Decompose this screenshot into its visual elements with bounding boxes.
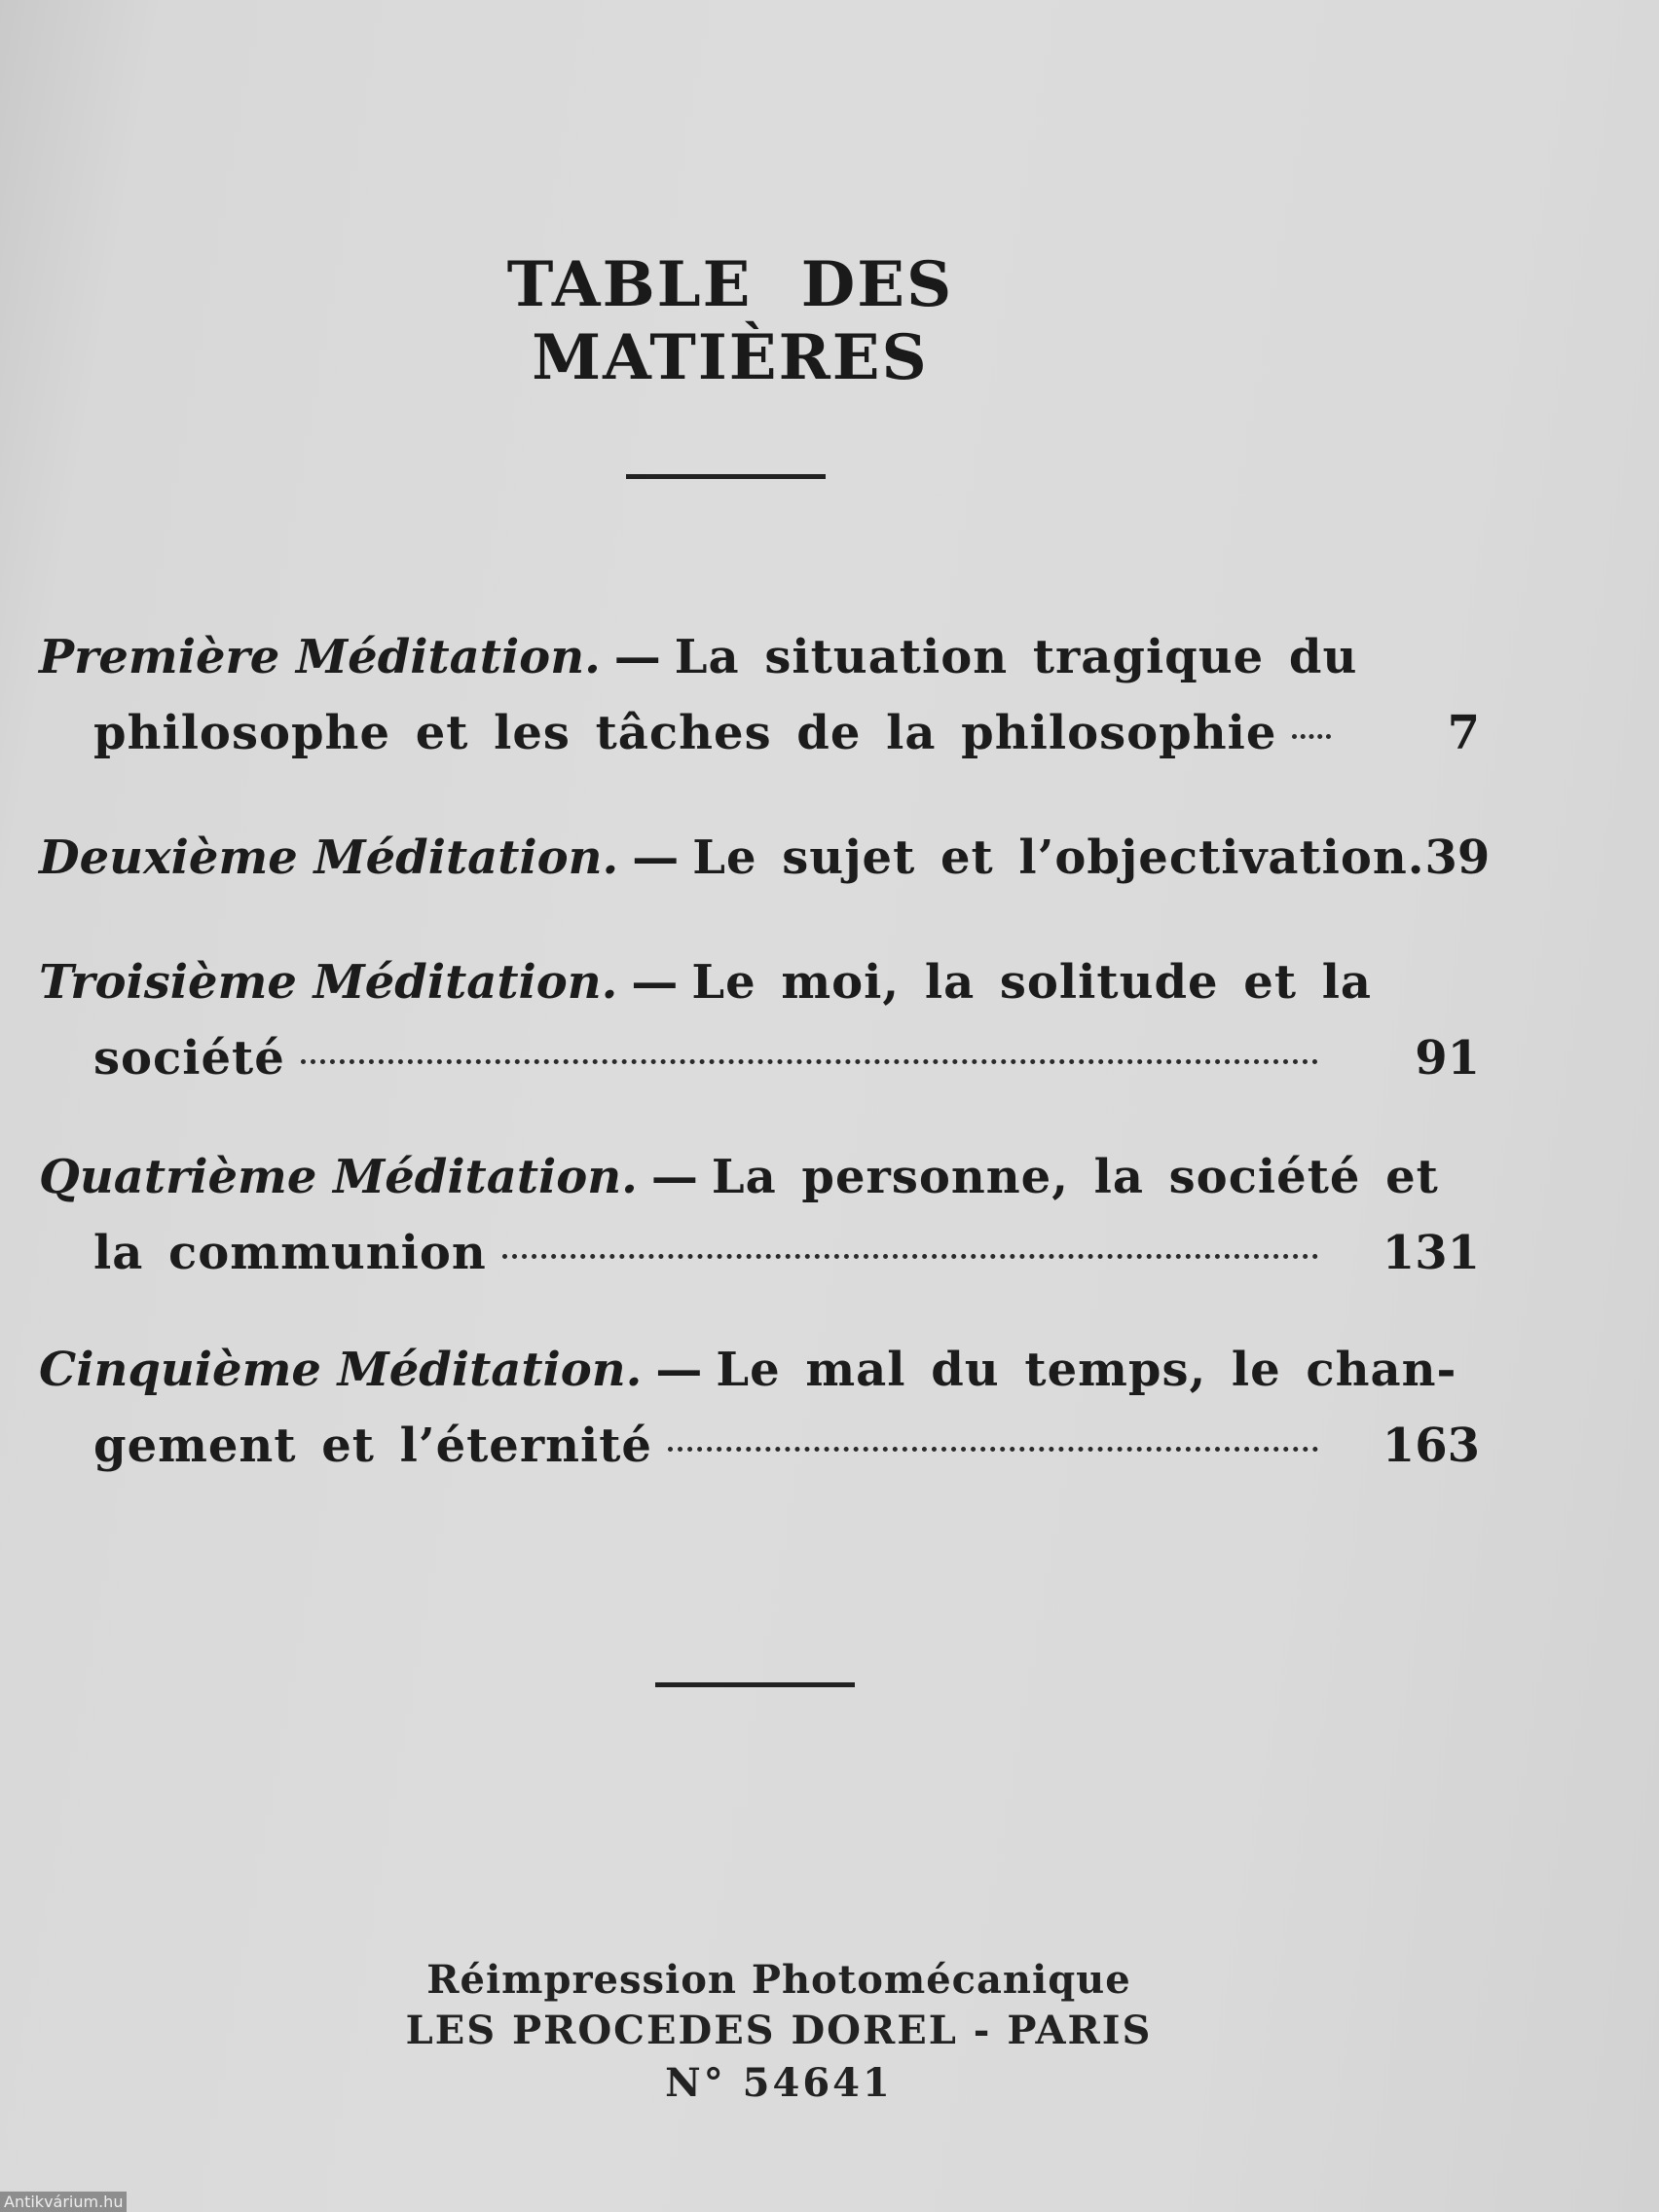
entry-lead: Première Méditation.: [39, 630, 601, 684]
top-divider: [626, 474, 826, 479]
entry-lead: Deuxième Méditation.: [39, 830, 619, 885]
entry-title: Le mal du temps, le chan-: [716, 1343, 1457, 1397]
bottom-divider: [655, 1682, 855, 1687]
toc-entry-4: [39, 1139, 1480, 1291]
imprint-line-2: LES PROCEDES DOREL - PARIS: [405, 2008, 1153, 2053]
entry-title-continued: société: [93, 1031, 285, 1086]
page-title: TABLE DES MATIÈRES: [506, 248, 954, 394]
page-number: 7: [1447, 706, 1480, 760]
entry-title-continued: philosophe et les tâches de la philosophie: [93, 706, 1277, 760]
entry-separator: —: [631, 955, 679, 1010]
entry-title-continued: la communion: [93, 1226, 487, 1280]
toc-entry-5: [39, 1332, 1480, 1484]
entry-separator: —: [632, 830, 680, 885]
entry-separator: —: [650, 1150, 698, 1204]
imprint-line-3: N° 54641: [665, 2060, 893, 2106]
page-number: 163: [1382, 1419, 1480, 1473]
watermark: Antikvárium.hu: [0, 2192, 127, 2212]
entry-separator: —: [613, 630, 661, 684]
toc-entry-2: [39, 820, 1491, 896]
imprint-line-1: Réimpression Photomécanique: [426, 1957, 1131, 2003]
page-number: 91: [1415, 1031, 1480, 1086]
entry-title: Le sujet et l’objectivation.: [692, 830, 1425, 885]
dot-leader: [502, 1254, 1318, 1259]
dot-leader: [1292, 734, 1331, 739]
entry-title-continued: gement et l’éternité: [93, 1419, 652, 1473]
page-number: 131: [1382, 1226, 1480, 1280]
entry-title: La personne, la société et: [711, 1150, 1439, 1204]
entry-separator: —: [655, 1343, 703, 1397]
dot-leader: [668, 1447, 1318, 1452]
toc-entry-3: [39, 944, 1480, 1096]
dot-leader: [301, 1059, 1318, 1064]
toc-entry-1: [39, 619, 1480, 771]
entry-lead: Troisième Méditation.: [39, 955, 618, 1010]
entry-title: La situation tragique du: [674, 630, 1358, 684]
page-number: 39: [1424, 830, 1491, 885]
entry-lead: Quatrième Méditation.: [39, 1150, 638, 1204]
entry-lead: Cinquième Méditation.: [39, 1343, 643, 1397]
entry-title: Le moi, la solitude et la: [691, 955, 1373, 1010]
